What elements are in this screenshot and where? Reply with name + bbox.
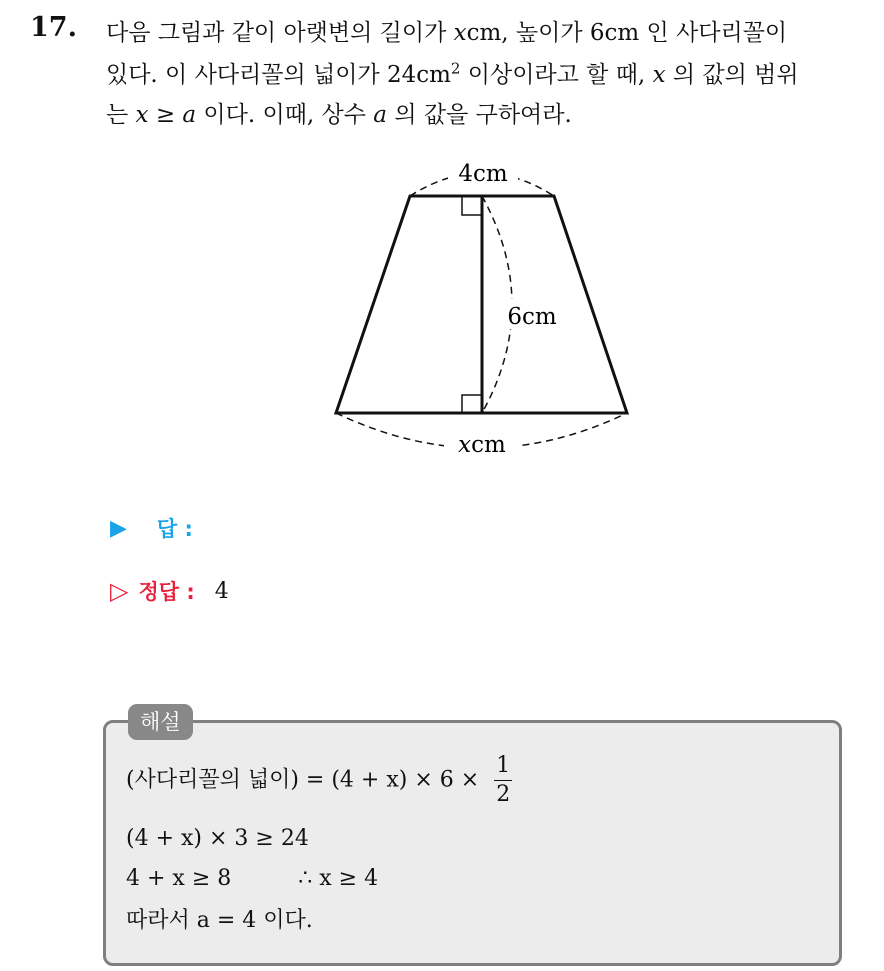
q2-pre: 있다. 이 사다리꼴의 넓이가 24cm [106,62,451,88]
solution-therefore: ∴ x ≥ 4 [298,866,379,891]
fraction-one-half [494,752,512,809]
solution-inequality: 4 + x ≥ 8 [126,866,232,891]
solution-tag: 해설 [128,704,193,740]
bottom-var: x [458,432,472,458]
solution-line-3 [126,866,378,891]
q3-expr: x ≥ a [135,102,197,128]
trapezoid-figure [330,155,635,465]
right-angle-top [462,196,482,215]
solution-line-1 [126,752,512,809]
question-text-line-3 [106,96,572,129]
q3-post: 의 값을 구하여라. [387,102,572,128]
right-angle-bottom [462,395,482,413]
q1-var: x [453,20,467,46]
fraction-numerator: 1 [494,752,512,781]
solution-line-4: 따라서 a = 4 이다. [126,908,313,933]
q3-var: a [373,102,388,128]
correct-answer-row [110,576,229,606]
fraction-denominator: 2 [496,782,511,807]
height-length-label: 6cm [507,304,557,330]
q1-post: cm, 높이가 6cm 인 사다리꼴이 [466,20,788,46]
solution-area-expr: (사다리꼴의 넓이) = (4 + x) × 6 × [126,767,480,793]
q3-mid: 이다. 이때, 상수 [196,102,374,128]
q2-post: 의 값의 범위 [665,62,799,88]
correct-value: 4 [214,578,229,604]
q1-pre: 다음 그림과 같이 아랫변의 길이가 [106,20,454,46]
q2-sup: 2 [450,59,461,78]
question-number: 17. [30,12,77,43]
bottom-unit: cm [471,432,506,458]
answer-marker-icon: ▶ [110,515,127,541]
bottom-length-label [458,432,506,458]
correct-label: 정답 : [138,580,195,604]
question-text-line-1 [106,14,787,47]
correct-marker-icon: ▷ [110,577,129,605]
question-text-line-2 [106,56,799,89]
q2-var: x [652,62,666,88]
q3-pre: 는 [106,102,136,128]
q2-mid: 이상이라고 할 때, [460,62,653,88]
answer-row [110,513,193,543]
answer-label: 답 : [156,517,193,541]
top-length-label: 4cm [458,161,508,187]
solution-line-2: (4 + x) × 3 ≥ 24 [126,826,309,851]
